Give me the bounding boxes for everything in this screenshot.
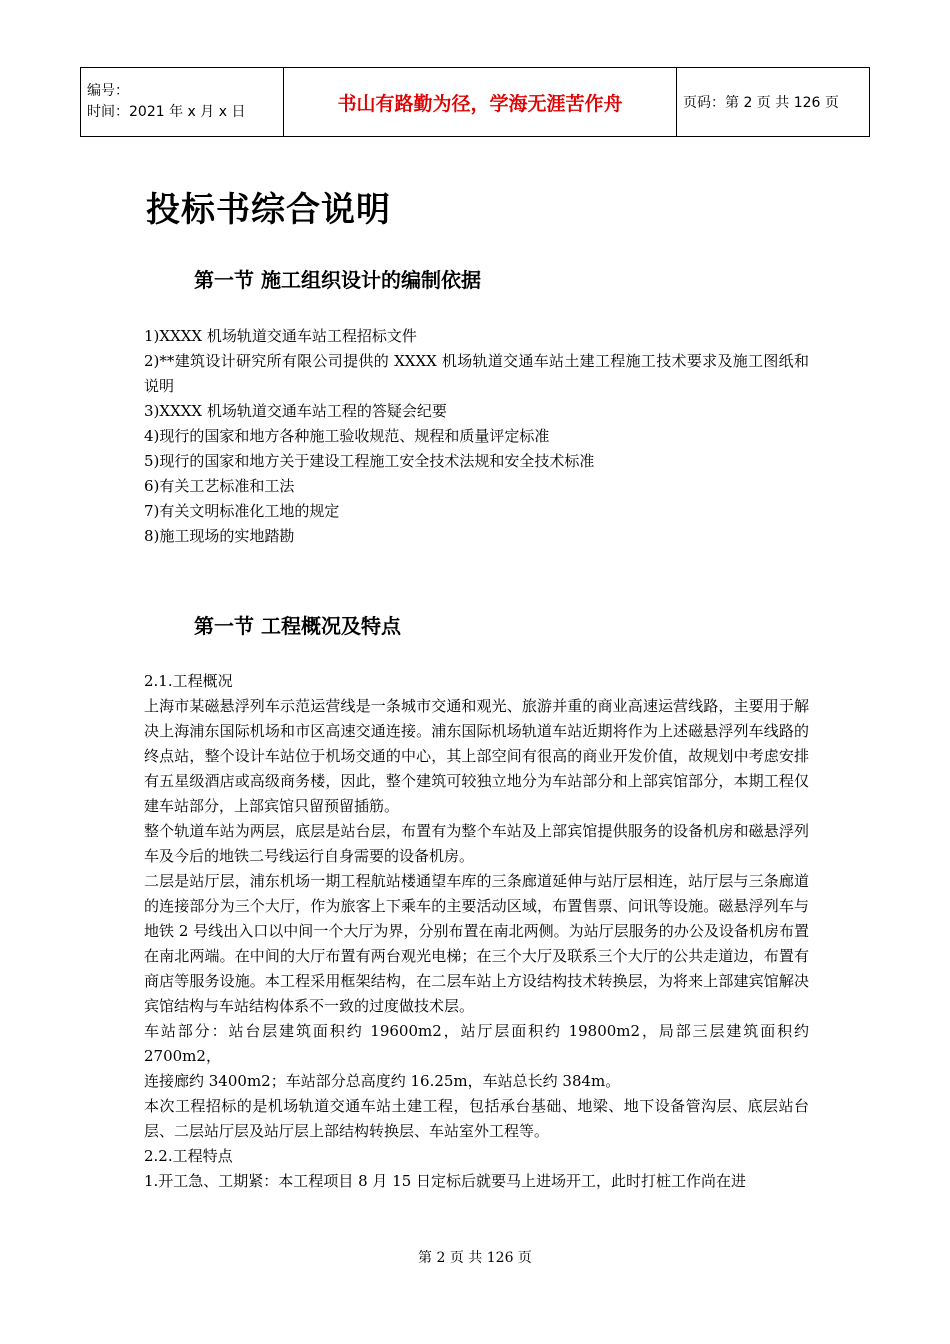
header-motto: 书山有路勤为径，学海无涯苦作舟 xyxy=(284,67,677,137)
document-header xyxy=(80,67,870,137)
body-paragraph: 连接廊约 3400m2；车站部分总高度约 16.25m，车站总长约 384m。 xyxy=(144,1072,621,1090)
list-item: 8)施工现场的实地踏勘 xyxy=(144,527,295,545)
header-page-info: 页码：第 2 页 共 126 页 xyxy=(677,67,870,137)
section-2-body xyxy=(144,669,809,1194)
document-title: 投标书综合说明 xyxy=(146,190,391,230)
list-item: 7)有关文明标准化工地的规定 xyxy=(144,502,340,520)
list-item: 3)XXXX 机场轨道交通车站工程的答疑会纪要 xyxy=(144,402,447,420)
list-item: 2)**建筑设计研究所有限公司提供的 XXXX 机场轨道交通车站土建工程施工技术要求及施工图纸和说明 xyxy=(144,352,809,395)
subsection-heading: 2.2.工程特点 xyxy=(144,1147,233,1165)
header-meta-cell xyxy=(81,67,284,137)
page-footer: 第 2 页 共 126 页 xyxy=(418,1250,532,1266)
document-date-label: 时间：2021 年 x 月 x 日 xyxy=(87,104,246,120)
list-item: 6)有关工艺标准和工法 xyxy=(144,477,295,495)
list-item: 1)XXXX 机场轨道交通车站工程招标文件 xyxy=(144,327,417,345)
document-number-label: 编号： xyxy=(87,83,129,99)
body-paragraph: 1.开工急、工期紧：本工程项目 8 月 15 日定标后就要马上进场开工，此时打桩工作尚在进 xyxy=(144,1172,747,1190)
section-1-title: 第一节 施工组织设计的编制依据 xyxy=(194,268,481,292)
section-1-list xyxy=(144,324,809,549)
list-item: 5)现行的国家和地方关于建设工程施工安全技术法规和安全技术标准 xyxy=(144,452,595,470)
body-paragraph: 本次工程招标的是机场轨道交通车站土建工程，包括承台基础、地梁、地下设备管沟层、底层站台层、二层站厅层及站厅层上部结构转换层、车站室外工程等。 xyxy=(144,1097,809,1140)
body-paragraph: 车站部分：站台层建筑面积约 19600m2，站厅层面积约 19800m2，局部三层建筑面积约 2700m2， xyxy=(144,1022,809,1065)
body-paragraph: 上海市某磁悬浮列车示范运营线是一条城市交通和观光、旅游并重的商业高速运营线路，主要用于解决上海浦东国际机场和市区高速交通连接。浦东国际机场轨道车站近期将作为上述磁悬浮列车线路的终点站，整个设计车站位于机场交通的中心，其上部空间有很高的商业开发价值，故规划中考虑安排有五星级酒店或高级商务楼，因此，整个建筑可较独立地分为车站部分和上部宾馆部分，本期工程仅建车站部分，上部宾馆只留预留插筋。 xyxy=(144,697,809,815)
list-item: 4)现行的国家和地方各种施工验收规范、规程和质量评定标准 xyxy=(144,427,550,445)
subsection-heading: 2.1.工程概况 xyxy=(144,672,233,690)
body-paragraph: 二层是站厅层，浦东机场一期工程航站楼通望车库的三条廊道延伸与站厅层相连，站厅层与三条廊道的连接部分为三个大厅，作为旅客上下乘车的主要活动区域，布置售票、问讯等设施。磁悬浮列车与地铁 2 号线出入口以中间一个大厅为界，分别布置在南北两侧。为站厅层服务的办公及设备机房布置在南北两端。在中间的大厅布置有两台观光电梯；在三个大厅及联系三个大厅的公共走道边，布置有商店等服务设施。本工程采用框架结构，在二层车站上方设结构技术转换层，为将来上部建宾馆解决宾馆结构与车站结构体系不一致的过度做技术层。 xyxy=(144,872,809,1015)
header-bottom-rule xyxy=(80,136,870,137)
section-2-title: 第一节 工程概况及特点 xyxy=(194,614,401,638)
body-paragraph: 整个轨道车站为两层，底层是站台层，布置有为整个车站及上部宾馆提供服务的设备机房和磁悬浮列车及今后的地铁二号线运行自身需要的设备机房。 xyxy=(144,822,809,865)
